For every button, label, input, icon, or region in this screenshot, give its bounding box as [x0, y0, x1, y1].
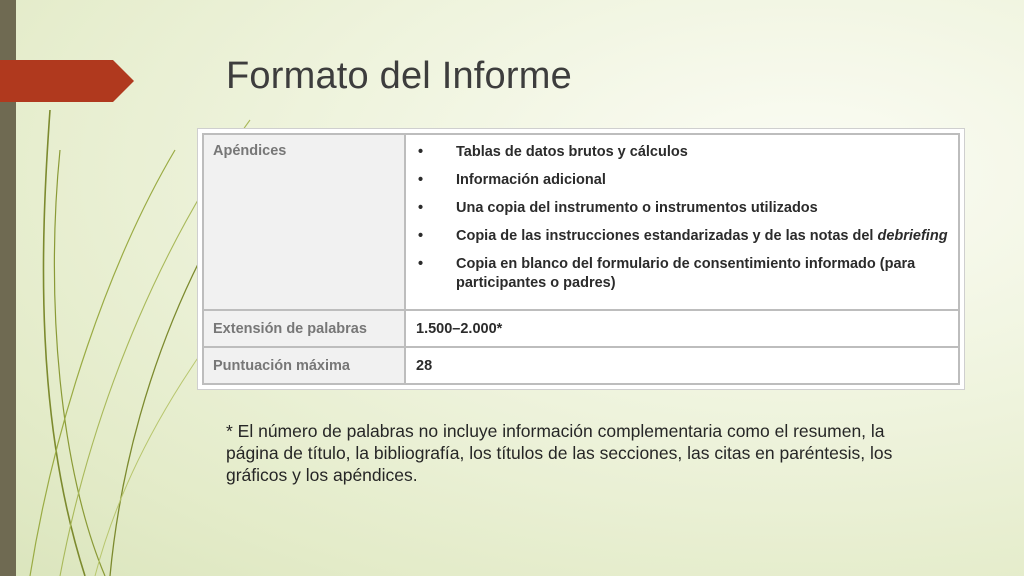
list-item	[416, 171, 948, 190]
table-row-word-count	[203, 310, 959, 347]
word-count-label: Extensión de palabras	[203, 310, 405, 347]
bullet-icon: •	[418, 144, 424, 160]
bullet-icon: •	[418, 256, 424, 272]
list-item-text: Una copia del instrumento o instrumentos utilizados	[456, 200, 818, 216]
appendices-label: Apéndices	[203, 134, 405, 310]
list-item	[416, 199, 948, 218]
list-item-text: Información adicional	[456, 172, 606, 188]
bullet-icon: •	[418, 228, 424, 244]
footnote-text: * El número de palabras no incluye información complementaria como el resumen, la página de título, la bibliografía, los títulos de las secciones, las citas en paréntesis, los gráficos y los apéndices.	[226, 421, 893, 485]
bullet-icon: •	[418, 200, 424, 216]
appendices-list	[416, 143, 948, 293]
list-item	[416, 255, 948, 293]
table-row-appendices	[203, 134, 959, 310]
list-item-text: Tablas de datos brutos y cálculos	[456, 144, 688, 160]
appendices-list-cell	[405, 134, 959, 310]
appendix-table	[202, 133, 960, 385]
list-item	[416, 227, 948, 246]
list-item	[416, 143, 948, 162]
slide-title: Formato del Informe	[226, 55, 572, 97]
table-frame	[197, 128, 965, 390]
list-item-italic-text: debriefing	[877, 228, 948, 244]
bullet-icon: •	[418, 172, 424, 188]
max-score-value: 28	[405, 347, 959, 384]
list-item-text: Copia de las instrucciones estandarizadas y de las notas del	[456, 228, 878, 244]
table-row-max-score	[203, 347, 959, 384]
list-item-text: Copia en blanco del formulario de consentimiento informado (para participantes o padres)	[456, 256, 916, 291]
title-arrow-tab	[0, 0, 135, 104]
max-score-label: Puntuación máxima	[203, 347, 405, 384]
word-count-value: 1.500–2.000*	[405, 310, 959, 347]
